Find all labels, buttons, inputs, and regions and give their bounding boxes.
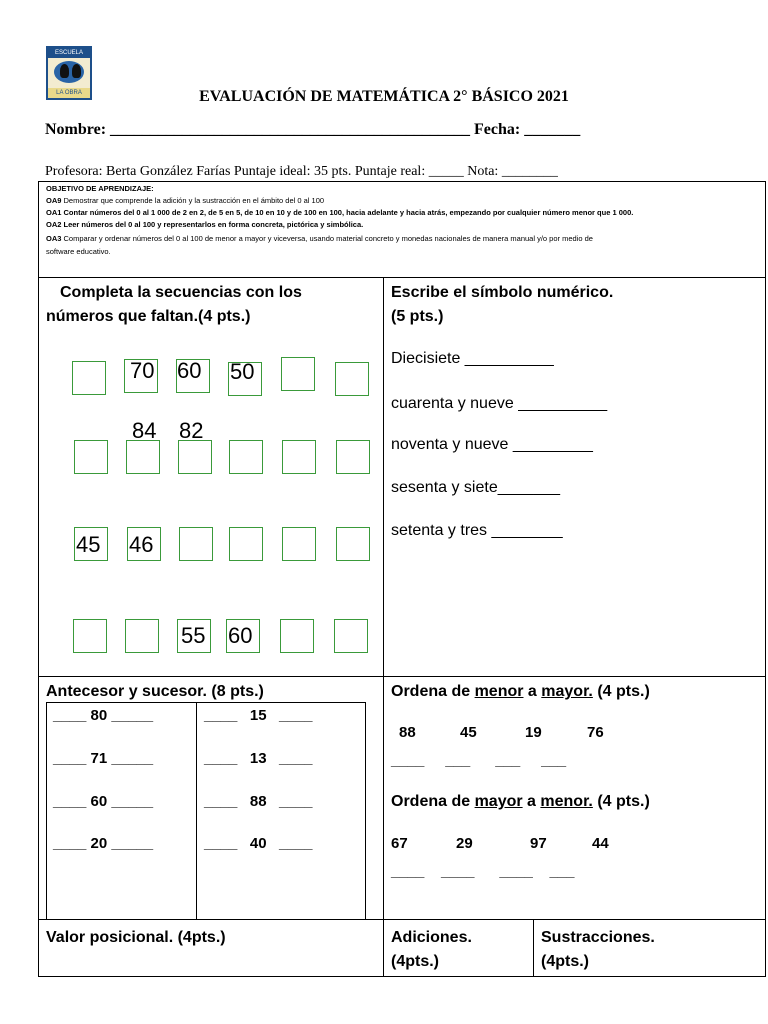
- grid-line: [38, 676, 766, 677]
- objective-oa9: OA9 Demostrar que comprende la adición y la sustracción en el ámbito del 0 al 100: [46, 196, 325, 205]
- antecesor-item: ____ 20 _____: [53, 835, 154, 852]
- sustracciones-title: Sustracciones.: [541, 929, 655, 946]
- sequences-title: Completa la secuencias con los: [60, 284, 302, 301]
- grid-line: [38, 277, 39, 977]
- antecesor-item: ____ 71 _____: [53, 750, 154, 767]
- ordena-number: 29: [456, 835, 473, 852]
- logo-face-right: [72, 64, 81, 78]
- logo-top-text: ESCUELA: [48, 48, 90, 58]
- sequence-box[interactable]: [179, 527, 213, 561]
- name-date-line: Nombre: _____________________________________________ Fecha: _______: [45, 121, 581, 138]
- antecesor-item: ____ 15 ____: [204, 707, 313, 724]
- symbol-item: cuarenta y nueve __________: [391, 395, 608, 412]
- grid-line: [383, 277, 384, 977]
- ordena-number: 45: [460, 724, 477, 741]
- grid-line: [533, 919, 534, 977]
- grid-line: [38, 277, 766, 278]
- ordena-mayor-menor-title: Ordena de mayor a menor. (4 pts.): [391, 793, 650, 810]
- sequence-number: 82: [179, 418, 204, 443]
- sequence-number: 45: [76, 532, 101, 557]
- antecesor-item: ____ 80 _____: [53, 707, 154, 724]
- sequence-number: 60: [228, 623, 253, 648]
- ordena-number: 44: [592, 835, 609, 852]
- antecesor-item: ____ 88 ____: [204, 793, 313, 810]
- objectives-box: [38, 181, 766, 278]
- sustracciones-points: (4pts.): [541, 953, 589, 970]
- antecesor-item: ____ 13 ____: [204, 750, 313, 767]
- symbol-item: sesenta y siete_______: [391, 479, 561, 496]
- sequence-box[interactable]: [72, 361, 106, 395]
- antecesor-item: ____ 60 _____: [53, 793, 154, 810]
- sequence-box[interactable]: [336, 527, 370, 561]
- antecesor-item: ____ 40 ____: [204, 835, 313, 852]
- ordena-number: 97: [530, 835, 547, 852]
- ordena-number: 19: [525, 724, 542, 741]
- sequence-number: 46: [129, 532, 154, 557]
- teacher-line: Profesora: Berta González Farías Puntaje ideal: 35 pts. Puntaje real: _____ Nota: ________: [45, 164, 558, 179]
- logo-face-left: [60, 64, 69, 78]
- adiciones-title: Adiciones.: [391, 929, 472, 946]
- ordena-number: 67: [391, 835, 408, 852]
- sequence-box[interactable]: [282, 527, 316, 561]
- sequence-box[interactable]: [73, 619, 107, 653]
- sequence-number: 84: [132, 418, 157, 443]
- sequence-box[interactable]: [281, 357, 315, 391]
- sequence-number: 60: [177, 358, 202, 383]
- sequence-number: 50: [230, 359, 255, 384]
- symbols-title-2: (5 pts.): [391, 308, 444, 325]
- ordena-menor-mayor-title: Ordena de menor a mayor. (4 pts.): [391, 683, 650, 700]
- ordena-answer-lines: ____ ____ ____ ___: [391, 863, 575, 880]
- sequence-number: 55: [181, 623, 206, 648]
- sequence-box[interactable]: [74, 440, 108, 474]
- antecesor-divider: [196, 702, 197, 920]
- sequence-box[interactable]: [178, 440, 212, 474]
- sequence-box[interactable]: [280, 619, 314, 653]
- sequences-title-2: números que faltan.(4 pts.): [46, 308, 251, 325]
- ordena-number: 76: [587, 724, 604, 741]
- adiciones-points: (4pts.): [391, 953, 439, 970]
- page-title: EVALUACIÓN DE MATEMÁTICA 2° BÁSICO 2021: [199, 88, 569, 105]
- logo-bottom-text: LA OBRA: [48, 88, 90, 98]
- objective-oa1: OA1 Contar números del 0 al 1 000 de 2 en 2, de 5 en 5, de 10 en 10 y de 100 en 100, hacia adelante y hacia atrás, empezando por cualquier número menor que 1 000.: [46, 208, 634, 217]
- sequence-box[interactable]: [229, 527, 263, 561]
- objective-oa2: OA2 Leer números del 0 al 100 y representarlos en forma concreta, pictórica y simbólica.: [46, 220, 364, 229]
- grid-line: [765, 277, 766, 977]
- sequence-box[interactable]: [336, 440, 370, 474]
- objective-oa3-cont: software educativo.: [46, 247, 111, 256]
- sequence-box[interactable]: [334, 619, 368, 653]
- sequence-number: 70: [130, 358, 155, 383]
- ordena-number: 88: [399, 724, 416, 741]
- symbols-title: Escribe el símbolo numérico.: [391, 284, 614, 301]
- sequence-box[interactable]: [282, 440, 316, 474]
- sequence-box[interactable]: [125, 619, 159, 653]
- objective-oa3: OA3 Comparar y ordenar números del 0 al 100 de menor a mayor y viceversa, usando material concreto y monedas nacionales de manera manual y/o por medio de: [46, 234, 593, 243]
- antecesor-box: [46, 702, 366, 920]
- symbol-item: setenta y tres ________: [391, 522, 563, 539]
- sequence-box[interactable]: [335, 362, 369, 396]
- objectives-heading: OBJETIVO DE APRENDIZAJE:: [46, 184, 154, 193]
- valor-posicional-title: Valor posicional. (4pts.): [46, 929, 226, 946]
- symbol-item: noventa y nueve _________: [391, 436, 593, 453]
- antecesor-title: Antecesor y sucesor. (8 pts.): [46, 683, 264, 700]
- sequence-box[interactable]: [229, 440, 263, 474]
- symbol-item: Diecisiete __________: [391, 350, 554, 367]
- grid-line: [38, 976, 766, 977]
- ordena-answer-lines: ____ ___ ___ ___: [391, 752, 567, 769]
- sequence-box[interactable]: [126, 440, 160, 474]
